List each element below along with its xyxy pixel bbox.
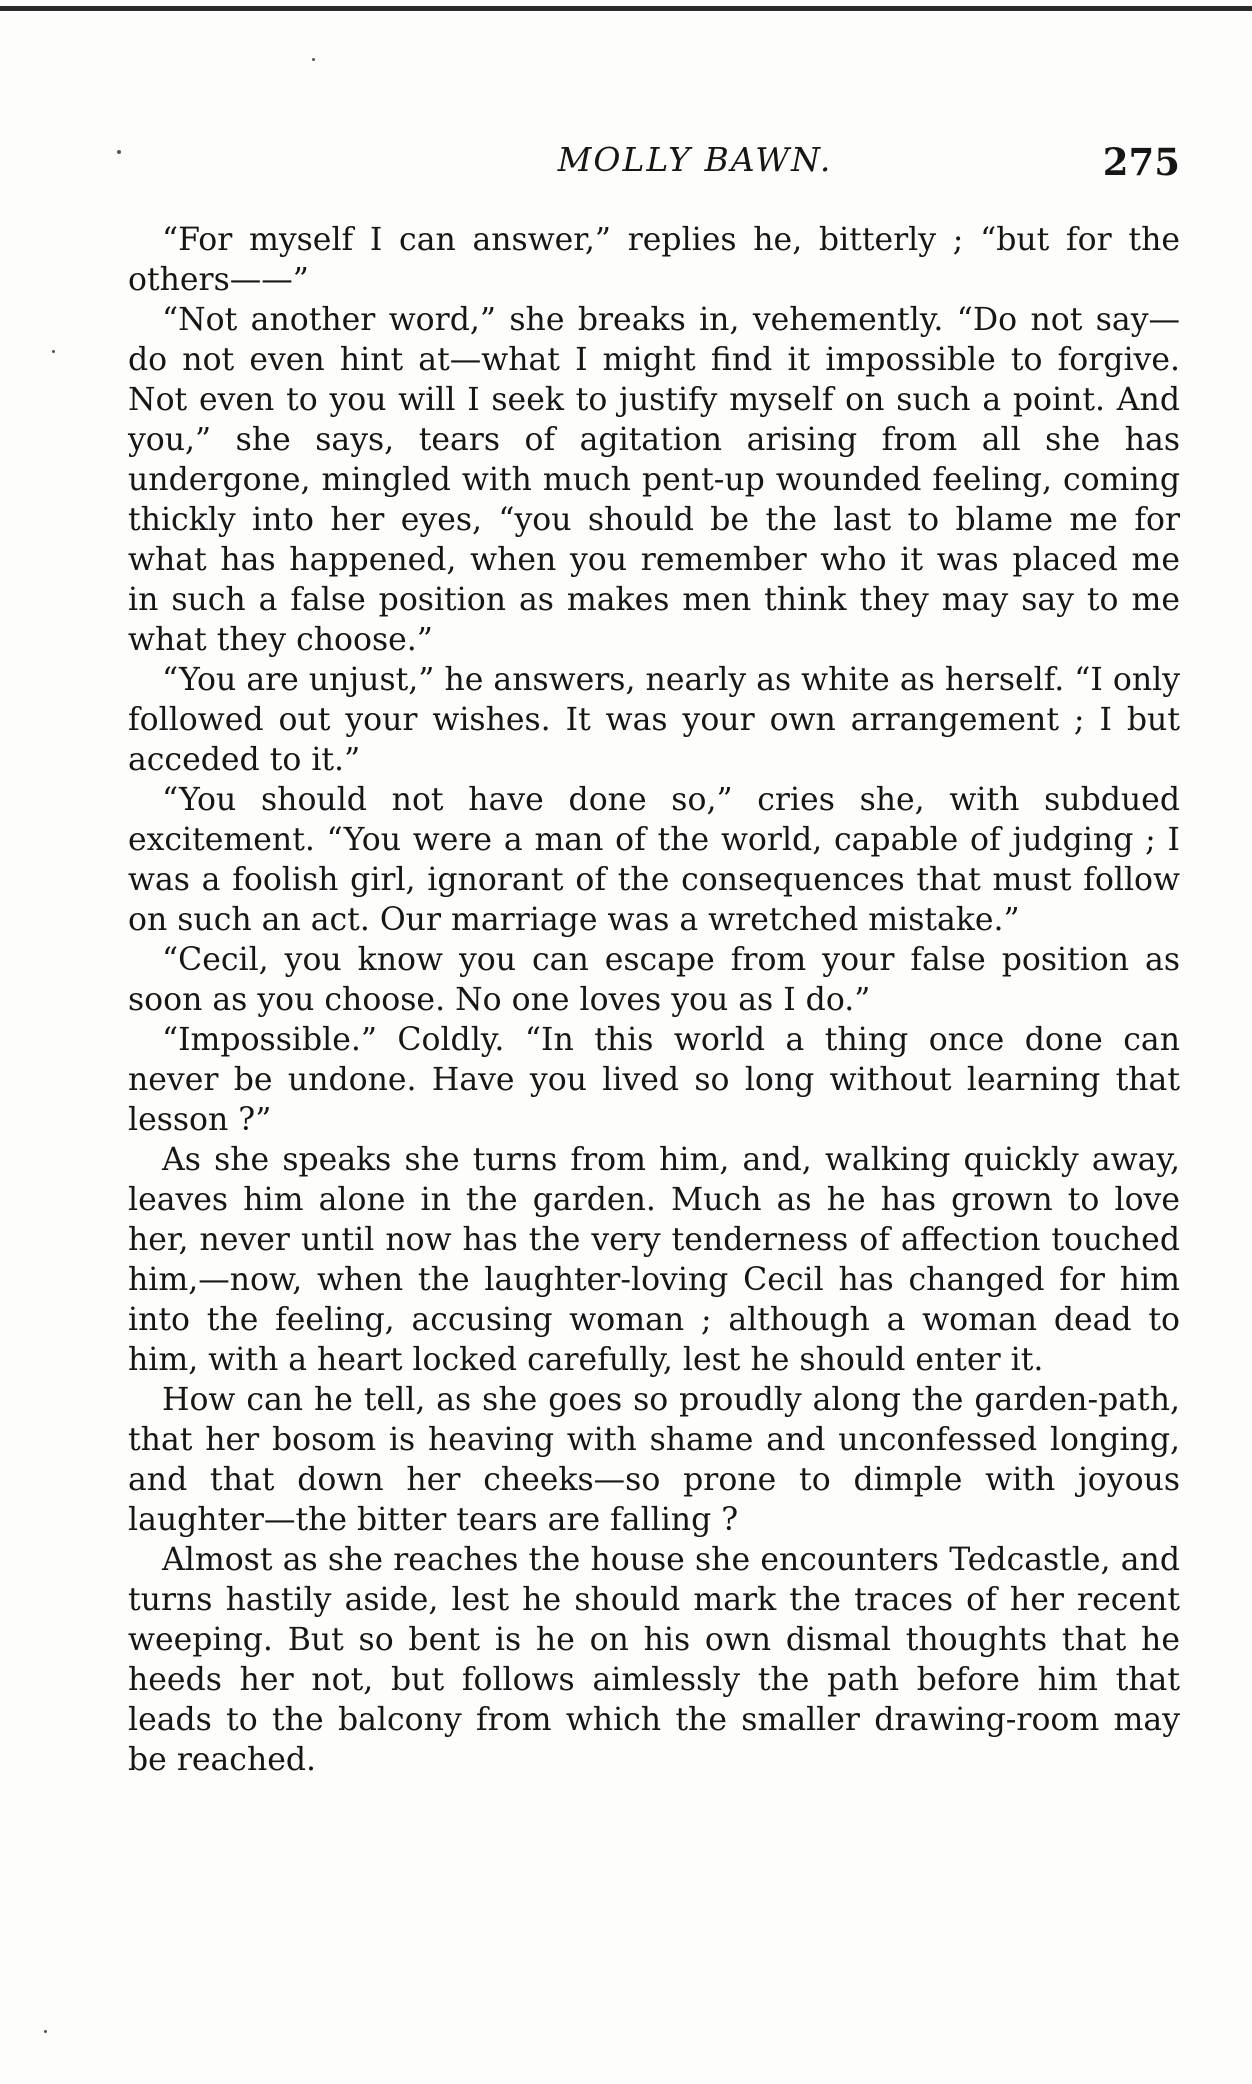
ink-speck <box>312 58 315 61</box>
paragraph: “Impossible.” Coldly. “In this world a thing once done can never be undone. Have you lived so long without learning that lesson ?” <box>128 1022 1180 1138</box>
paragraph: Almost as she reaches the house she encounters Tedcastle, and turns hastily aside, lest he should mark the traces of her recent weeping. But so bent is he on his own dismal thoughts that he heeds her not, but follows aimlessly the path before him that leads to the balcony from which the smaller drawing-room may be reached. <box>128 1542 1180 1778</box>
paragraph: As she speaks she turns from him, and, walking quickly away, leaves him alone in the garden. Much as he has grown to love her, never until now has the very tenderness of affection touched him,—now, when the laughter-loving Cecil has changed for him into the feeling, accusing woman ; although a woman dead to him, with a heart locked carefully, lest he should enter it. <box>128 1142 1180 1378</box>
paragraph: How can he tell, as she goes so proudly along the garden-path, that her bosom is heaving with shame and unconfessed longing, and that down her cheeks—so prone to dimple with joyous laughter—the bitter tears are falling ? <box>128 1382 1180 1538</box>
ink-speck <box>52 350 55 353</box>
paragraph: “Not another word,” she breaks in, vehemently. “Do not say—do not even hint at—what I might find it impossible to forgive. Not even to you will I seek to justify myself on such a point. And you,” she says, tears of agitation arising from all she has undergone, mingled with much pent-up wounded feeling, coming thickly into her eyes, “you should be the last to blame me for what has happened, when you remember who it was placed me in such a false position as makes men think they may say to me what they choose.” <box>128 302 1180 658</box>
paragraph: “For myself I can answer,” replies he, bitterly ; “but for the others——” <box>128 222 1180 298</box>
body-text <box>128 220 1180 1780</box>
ink-speck <box>44 2030 47 2033</box>
page-header <box>130 140 1180 188</box>
top-rule <box>0 6 1252 11</box>
running-title: MOLLY BAWN. <box>557 140 833 179</box>
paragraph: “You should not have done so,” cries she, with subdued excitement. “You were a man of the world, capable of judging ; I was a foolish girl, ignorant of the consequences that must follow on such an act. Our marriage was a wretched mistake.” <box>128 782 1180 938</box>
paragraph: “You are unjust,” he answers, nearly as white as herself. “I only followed out your wishes. It was your own arrangement ; I but acceded to it.” <box>128 662 1180 778</box>
page-number: 275 <box>1102 140 1180 184</box>
ink-speck <box>117 150 121 154</box>
paragraph: “Cecil, you know you can escape from your false position as soon as you choose. No one loves you as I do.” <box>128 942 1180 1018</box>
